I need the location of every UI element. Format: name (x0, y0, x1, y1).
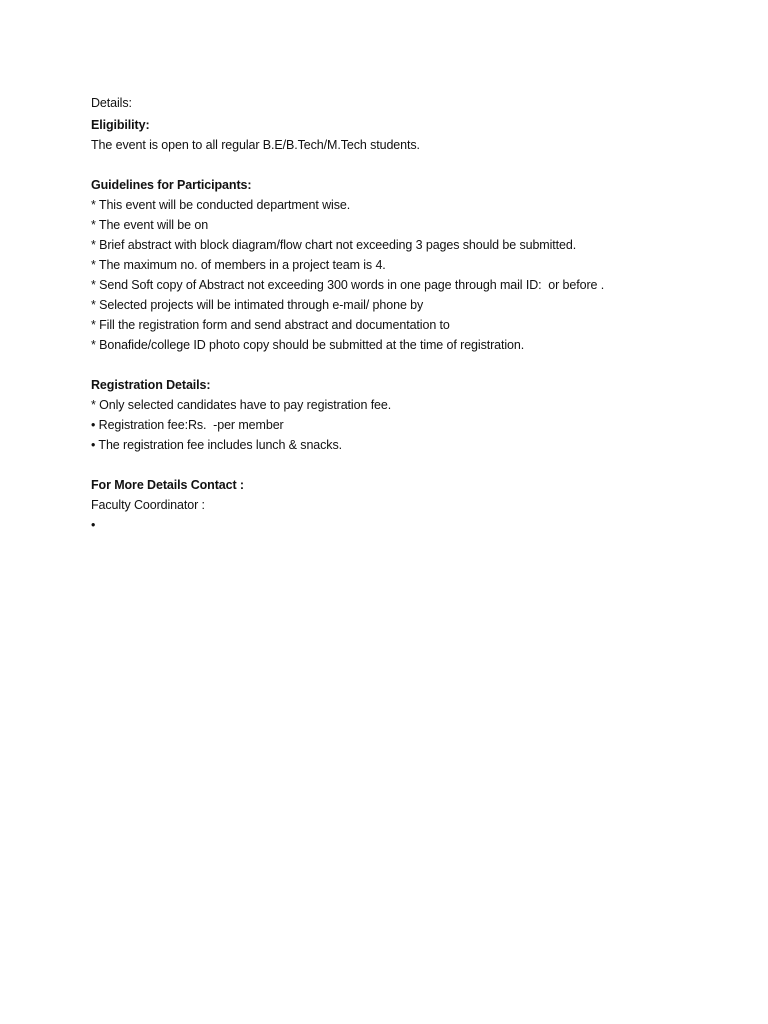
guideline-item: * The maximum no. of members in a project team is 4. (91, 258, 386, 272)
guideline-item: * The event will be on (91, 218, 209, 232)
spacer (91, 355, 731, 375)
guideline-item: * This event will be conducted department wise. (91, 198, 351, 212)
registration-item: • The registration fee includes lunch & snacks. (91, 438, 342, 452)
guideline-item: * Fill the registration form and send abstract and documentation to (91, 318, 450, 332)
eligibility-text: The event is open to all regular B.E/B.Tech/M.Tech students. (91, 138, 420, 152)
guideline-item: * Bonafide/college ID photo copy should be submitted at the time of registration. (91, 338, 525, 352)
guideline-item: * Selected projects will be intimated through e-mail/ phone by (91, 298, 424, 312)
details-heading: Details: (91, 96, 132, 110)
registration-title: Registration Details: (91, 378, 211, 392)
eligibility-title: Eligibility: (91, 118, 150, 132)
faculty-coordinator-label: Faculty Coordinator : (91, 498, 205, 512)
guidelines-title: Guidelines for Participants: (91, 178, 252, 192)
registration-item: * Only selected candidates have to pay registration fee. (91, 398, 392, 412)
spacer (91, 455, 731, 475)
guideline-item: * Send Soft copy of Abstract not exceeding 300 words in one page through mail ID: or before . (91, 278, 605, 292)
registration-item: • Registration fee:Rs. -per member (91, 418, 284, 432)
spacer (91, 155, 731, 175)
document-content (91, 93, 731, 535)
guideline-item: * Brief abstract with block diagram/flow chart not exceeding 3 pages should be submitted. (91, 238, 577, 252)
contact-bullet: • (91, 518, 96, 532)
contact-title: For More Details Contact : (91, 478, 244, 492)
